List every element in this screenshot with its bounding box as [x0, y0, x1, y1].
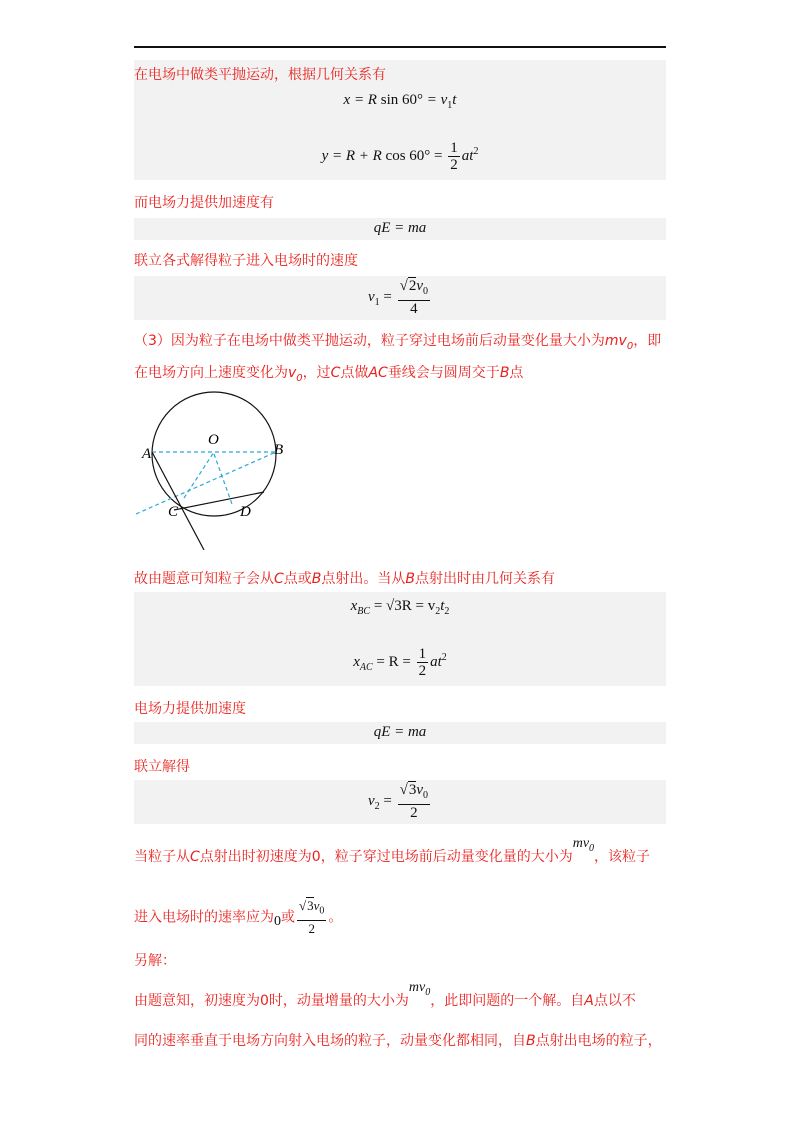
text-line-3: 联立各式解得粒子进入电场时的速度	[134, 253, 358, 269]
text-line-6: 故由题意可知粒子会从C点或B点射出。当从B点射出时由几何关系有	[134, 571, 555, 587]
text-line-13: 同的速率垂直于电场方向射入电场的粒子，动量变化都相同，自B点射出电场的粒子，	[134, 1033, 662, 1049]
text-line-5: 在电场方向上速度变化为$v_0$，过C点做AC垂线会与圆周交于B点	[134, 365, 524, 384]
label-B: B	[274, 442, 284, 458]
dashed-line-OD	[214, 454, 232, 504]
label-A: A	[142, 446, 152, 462]
text-line-4: （3）因为粒子在电场中做类平抛运动，粒子穿过电场前后动量变化量大小为$mv_0$，即	[134, 333, 662, 352]
text-line-10: 进入电场时的速率应为0或 $\frac{√3v_0}{2}$ 。	[134, 898, 343, 936]
header-rule	[134, 46, 666, 48]
dashed-line-inner	[184, 452, 214, 498]
equation-v2: $v_2$ = $\frac{√3v_0}{2}$	[367, 782, 429, 821]
text-line-8: 联立解得	[134, 759, 190, 775]
equation-xBC: $x_{BC} = √3R = v_2t_2$	[350, 598, 450, 617]
line-AC	[152, 452, 204, 550]
text-line-9: 当粒子从C点射出时初速度为0，粒子穿过电场前后动量变化量的大小为$mv_0$，该粒子	[134, 836, 651, 865]
text-line-11: 另解：	[134, 953, 176, 969]
circle-diagram	[134, 388, 288, 550]
label-C: C	[168, 504, 179, 520]
text-line-7: 电场力提供加速度	[134, 701, 246, 717]
text-line-12: 由题意知，初速度为0时，动量增量的大小为$mv_0$，此即问题的一个解。自A点以不	[134, 980, 636, 1009]
text-line-2: 而电场力提供加速度有	[134, 195, 274, 211]
equation-xAC: $x_{AC} = R$ = $\frac{1}{2}$ $at^2$	[353, 646, 447, 679]
label-O: O	[208, 432, 219, 448]
equation-v1: $v_1$ = $\frac{√2v_0}{4}$	[367, 278, 429, 317]
equation-qE-2: qE = ma	[373, 724, 427, 740]
text-line-1: 在电场中做类平抛运动，根据几何关系有	[134, 67, 386, 83]
equation-y: y = R + R cos 60° = $\frac{1}{2}$ $at^2$	[321, 140, 479, 173]
circle-diagram-svg	[134, 388, 288, 550]
equation-x: x = R $\sin 60^\circ = v_1t$	[343, 92, 457, 111]
equation-qE-1: qE = ma	[373, 220, 427, 236]
label-D: D	[240, 504, 251, 520]
